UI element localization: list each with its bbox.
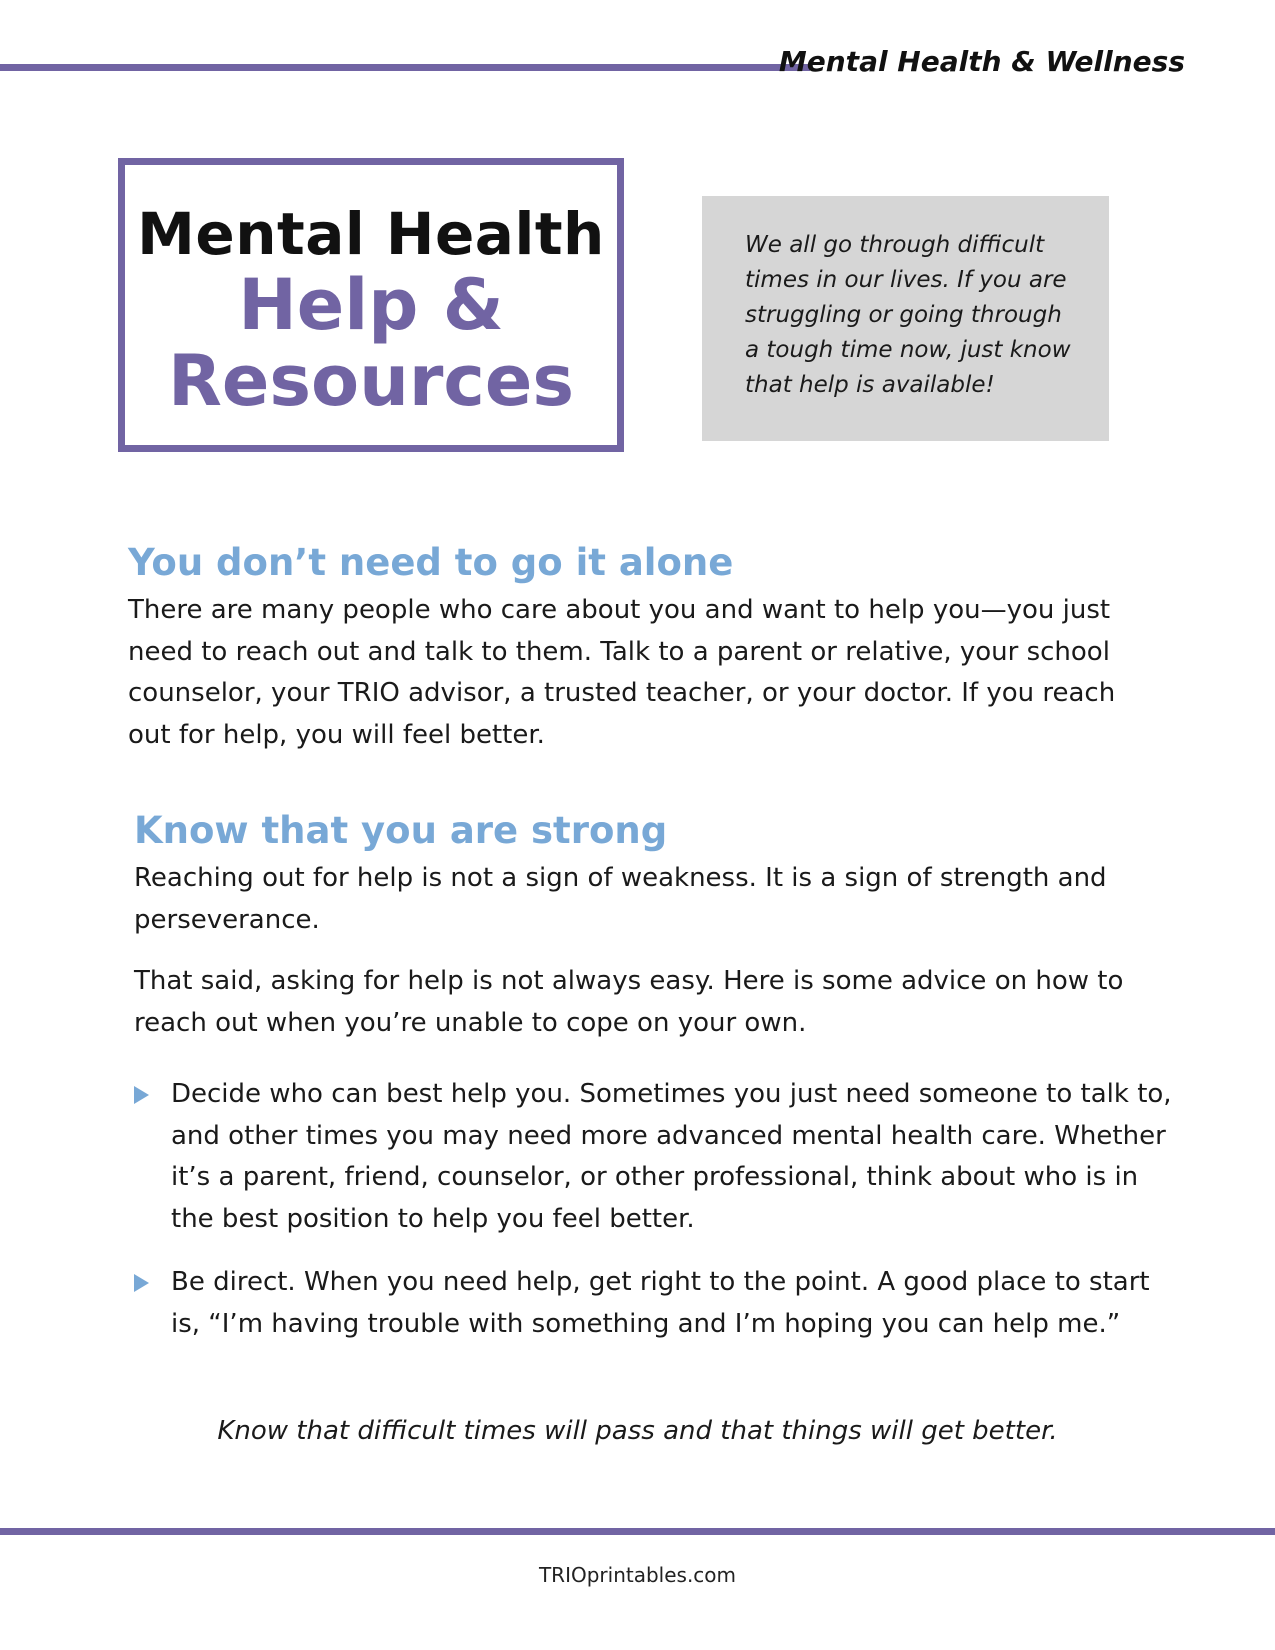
top-divider-rule bbox=[0, 64, 810, 71]
list-item bbox=[134, 1074, 1174, 1240]
bottom-divider-rule bbox=[0, 1528, 1275, 1535]
triangle-bullet-icon bbox=[134, 1086, 149, 1104]
list-item-text: Decide who can best help you. Sometimes you just need someone to talk to, and other times you may need more advanced mental health care. Whether it’s a parent, friend, counselor, or other professional, think about who is in the best position to help you feel better. bbox=[171, 1079, 1172, 1234]
closing-statement: Know that difficult times will pass and that things will get better. bbox=[217, 1416, 1058, 1446]
list-item bbox=[134, 1262, 1174, 1345]
section-go-it-alone bbox=[128, 540, 1158, 756]
section-paragraph: Reaching out for help is not a sign of weakness. It is a sign of strength and perseverance. bbox=[134, 863, 1107, 935]
footer-site-name: TRIOprintables.com bbox=[538, 1563, 737, 1587]
section-paragraph: There are many people who care about you and want to help you—you just need to reach out and talk to them. Talk to a parent or relative, your school counselor, your TRIO advisor, a trusted teacher, or your doctor. If you reach out for help, you will feel better. bbox=[128, 595, 1116, 750]
list-item-text: Be direct. When you need help, get right to the point. A good place to start is, “I’m having trouble with something and I’m hoping you can help me.” bbox=[171, 1267, 1150, 1339]
section-heading: You don’t need to go it alone bbox=[128, 541, 734, 584]
advice-bullet-list bbox=[134, 1074, 1174, 1367]
intro-callout-box bbox=[702, 196, 1109, 441]
title-line-help: Help & bbox=[238, 264, 504, 346]
title-box bbox=[118, 158, 624, 452]
section-paragraph: That said, asking for help is not always easy. Here is some advice on how to reach out when you’re unable to cope on your own. bbox=[134, 966, 1124, 1038]
section-heading: Know that you are strong bbox=[134, 809, 668, 852]
title-line-resources: Resources bbox=[167, 340, 575, 422]
title-line-mental-health: Mental Health bbox=[137, 200, 605, 268]
triangle-bullet-icon bbox=[134, 1274, 149, 1292]
section-you-are-strong bbox=[134, 808, 1164, 1044]
header-category-label: Mental Health & Wellness bbox=[778, 45, 1185, 78]
intro-callout-text: We all go through difficult times in our lives. If you are struggling or going through a tough time now, just know that help is available! bbox=[745, 232, 1071, 398]
